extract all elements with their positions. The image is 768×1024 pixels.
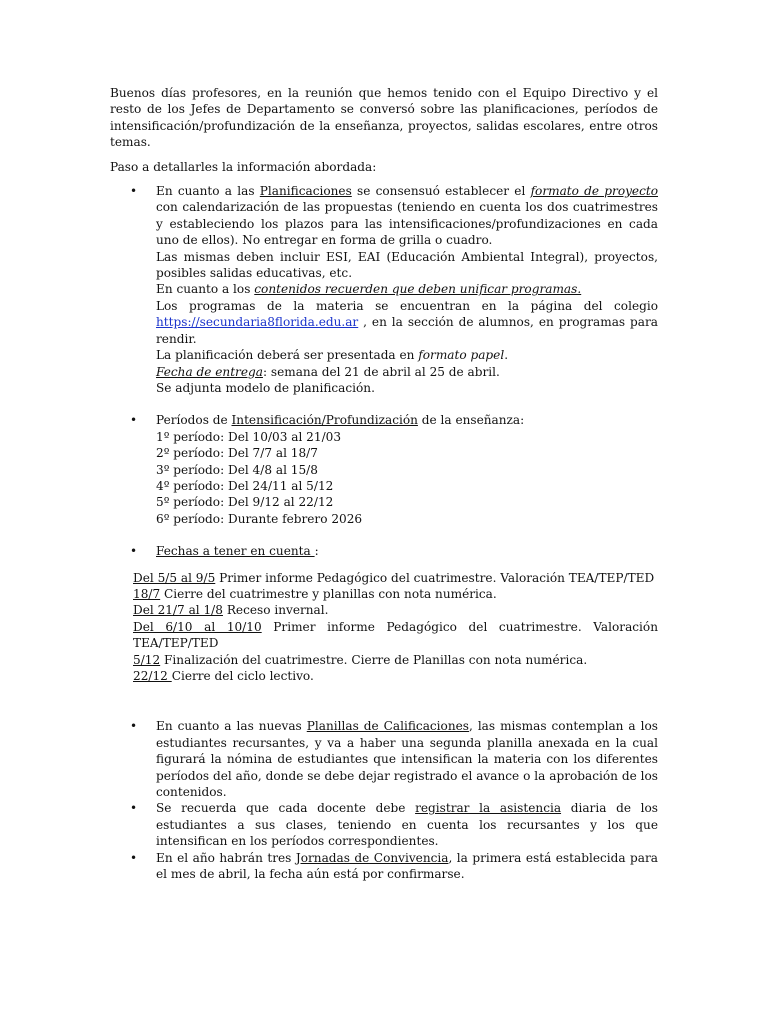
- jornadas-term: Jornadas de Convivencia: [295, 850, 449, 865]
- fecha-entrega-term: Fecha de entrega: [156, 364, 263, 379]
- text-run: , en la sección de alumnos, en programas para rendir.: [156, 315, 658, 346]
- date-range: Del 5/5 al 9/5: [133, 570, 216, 585]
- period-line: 6º período: Durante febrero 2026: [156, 511, 363, 526]
- period-line: 2º período: Del 7/7 al 18/7: [156, 446, 318, 461]
- planificaciones-item: [110, 183, 658, 396]
- bullet-icon: •: [130, 850, 138, 865]
- formato-proyecto-term: formato de proyecto: [530, 184, 659, 199]
- text-run: En cuanto a las: [156, 184, 260, 199]
- plan-line-include: Las mismas deben incluir ESI, EAI (Educación Ambiental Integral), proyectos, posibles salidas educativas, etc.: [156, 249, 658, 281]
- date-range: Del 6/10 al 10/10: [133, 619, 262, 634]
- period-line: 1º período: Del 10/03 al 21/03: [156, 429, 342, 444]
- jornadas-item: [110, 850, 658, 883]
- plan-line-format: [156, 347, 658, 363]
- text-run: se consensuó establecer el: [351, 184, 531, 199]
- period-line: 5º período: Del 9/12 al 22/12: [156, 495, 334, 510]
- bullet-icon: •: [130, 801, 138, 816]
- date-description: Primer informe Pedagógico del cuatrimestre. Valoración TEA/TEP/TED: [133, 619, 658, 651]
- text-run: Se recuerda que cada docente debe: [156, 801, 416, 816]
- text-run: La planificación deberá ser presentada en: [156, 348, 419, 363]
- planillas-item: [110, 718, 658, 800]
- jornadas-text: [156, 850, 658, 883]
- plan-line-deadline: [156, 364, 658, 380]
- text-run: Los programas de la materia se encuentran en la página del colegio: [156, 298, 658, 313]
- formato-papel-term: formato papel: [418, 348, 505, 363]
- bullet-icon: •: [130, 544, 138, 559]
- dates-list: [110, 570, 658, 685]
- date-entry: [133, 570, 658, 586]
- text-run: En cuanto a las nuevas: [156, 719, 307, 734]
- planillas-text: [156, 718, 658, 800]
- date-description: Primer informe Pedagógico del cuatrimestre. Valoración TEA/TEP/TED: [215, 570, 655, 585]
- periodos-heading: [156, 412, 658, 428]
- period-line: 3º período: Del 4/8 al 15/8: [156, 462, 318, 477]
- planificaciones-term: Planificaciones: [259, 184, 352, 199]
- text-run: Períodos de: [156, 413, 232, 428]
- text-run: con calendarización de las propuestas (teniendo en cuenta los dos cuatrimestres y estableciendo los plazos para las intensificaciones/profundizaciones en cada uno de ellos). No entregar en forma de grilla o cuadro.: [156, 200, 658, 248]
- asistencia-term: registrar la asistencia: [415, 801, 562, 816]
- asistencia-item: [110, 800, 658, 849]
- date-entry: [133, 668, 658, 684]
- intro-lead: Paso a detallarles la información abordada:: [110, 159, 377, 174]
- intro-paragraph: Buenos días profesores, en la reunión que hemos tenido con el Equipo Directivo y el resto de los Jefes de Departamento se conversó sobre las planificaciones, períodos de intensificación/profundización de la enseñanza, proyectos, salidas escolares, entre otros temas.: [110, 86, 658, 150]
- fechas-item: [110, 543, 658, 559]
- date-range: Del 21/7 al 1/8: [133, 603, 223, 618]
- fechas-heading: [156, 543, 658, 559]
- text-run: : semana del 21 de abril al 25 de abril.: [262, 364, 500, 379]
- fechas-term: Fechas a tener en cuenta: [156, 544, 315, 559]
- date-entry: [133, 652, 658, 668]
- plan-line-contents: [156, 281, 658, 297]
- school-website-link[interactable]: https://secundaria8florida.edu.ar: [156, 315, 359, 330]
- plan-line-programs: [156, 298, 658, 347]
- date-entry: [133, 619, 658, 652]
- intensificacion-term: Intensificación/Profundización: [231, 413, 418, 428]
- date-description: Cierre del ciclo lectivo.: [171, 669, 314, 683]
- text-run: , las mismas contemplan a los estudiantes recursantes, y va a haber una segunda planilla anexada en la cual figurará la nómina de estudiantes que intensifican la materia con los diferentes períodos del año, donde se debe dejar registrado el avance o la aprobación de los contenidos.: [156, 719, 658, 800]
- date-entry: [133, 602, 658, 618]
- date-description: Receso invernal.: [222, 603, 329, 618]
- bullet-icon: •: [130, 413, 138, 428]
- planillas-term: Planillas de Calificaciones: [306, 719, 469, 734]
- bullet-icon: •: [130, 719, 138, 734]
- text-run: diaria de los estudiantes a sus clases, teniendo en cuenta los recursantes y los que intensifican en los períodos correspondientes.: [156, 801, 659, 849]
- text-run: :: [314, 544, 319, 559]
- text-run: de la enseñanza:: [417, 413, 525, 428]
- text-run: En el año habrán tres: [156, 850, 296, 865]
- planificaciones-text: [156, 183, 658, 249]
- bullet-icon: •: [130, 184, 138, 199]
- text-run: En cuanto a los: [156, 282, 255, 297]
- date-range: 22/12: [133, 669, 172, 683]
- date-description: Finalización del cuatrimestre. Cierre de Planillas con nota numérica.: [160, 652, 588, 667]
- periodos-item: [110, 412, 658, 527]
- plan-line-attachment: Se adjunta modelo de planificación.: [156, 380, 375, 395]
- date-range: 18/7: [133, 586, 161, 601]
- text-run: .: [504, 348, 509, 363]
- date-range: 5/12: [133, 652, 161, 667]
- date-entry: [133, 586, 658, 602]
- contenidos-term: contenidos recuerden que deben unificar programas.: [254, 282, 582, 297]
- text-run: , la primera está establecida para el mes de abril, la fecha aún está por confirmarse.: [156, 850, 658, 882]
- period-line: 4º período: Del 24/11 al 5/12: [156, 478, 334, 493]
- date-description: Cierre del cuatrimestre y planillas con nota numérica.: [160, 586, 497, 601]
- asistencia-text: [156, 800, 658, 849]
